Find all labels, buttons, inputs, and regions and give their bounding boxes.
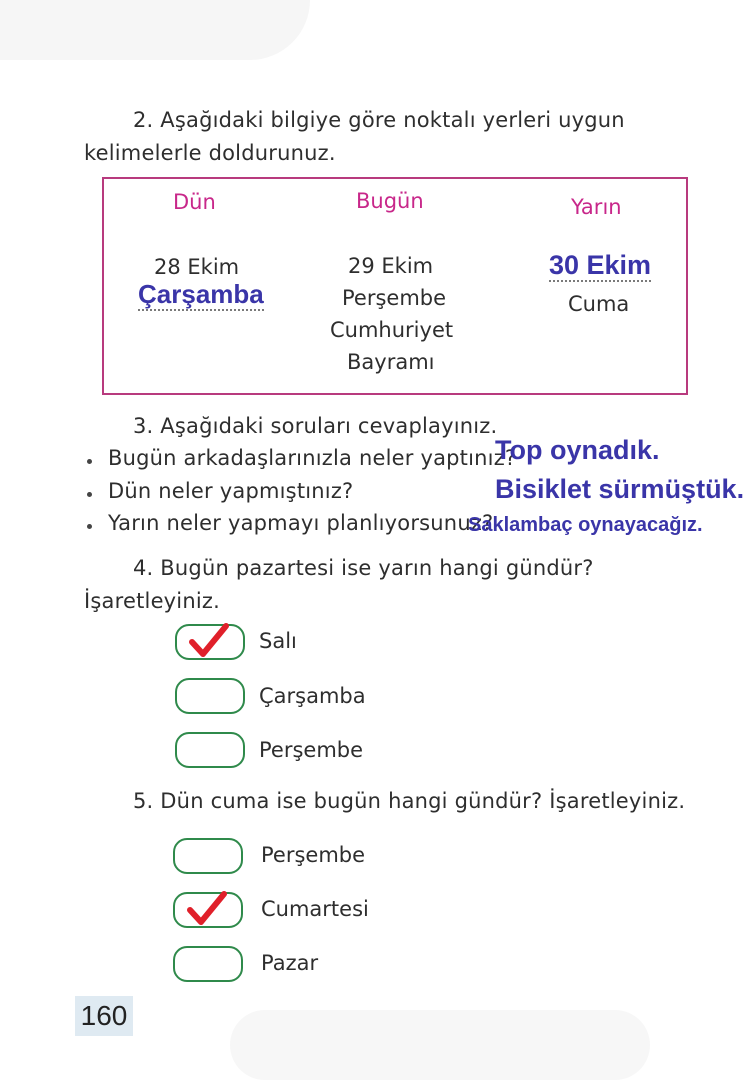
checkmark-icon (187, 622, 231, 662)
heading-bugun: Bugün (356, 189, 424, 213)
q4-option-box-persembe[interactable] (175, 732, 245, 768)
dun-day-answer: Çarşamba (138, 279, 264, 309)
q3-question-2: Dün neler yapmıştınız? (108, 479, 354, 503)
heading-dun: Dün (173, 190, 216, 214)
dun-date: 28 Ekim (154, 255, 240, 279)
q3-question-1: Bugün arkadaşlarınızla neler yaptınız? (108, 446, 517, 470)
q3-title: 3. Aşağıdaki soruları cevaplayınız. (133, 414, 498, 438)
q4-option-label-sali: Salı (259, 629, 297, 653)
bullet (87, 492, 92, 497)
bugun-day: Perşembe (342, 286, 447, 310)
q4-option-box-sali[interactable] (175, 624, 245, 660)
page-number: 160 (75, 996, 133, 1036)
yarin-date-answer: 30 Ekim (549, 250, 652, 280)
yarin-day: Cuma (568, 292, 630, 316)
q3-answer-1: Top oynadık. (495, 435, 660, 465)
q5-option-label-persembe: Perşembe (261, 843, 366, 867)
q4-option-label-carsamba: Çarşamba (259, 684, 366, 708)
q5-line1: 5. Dün cuma ise bugün hangi gündür? İşaretleyiniz. (133, 789, 686, 813)
bugun-extra2: Bayramı (347, 350, 435, 374)
bullet (87, 524, 92, 529)
q5-option-label-cumartesi: Cumartesi (261, 897, 369, 921)
background-shade-bottom (230, 1010, 650, 1080)
bugun-extra1: Cumhuriyet (330, 318, 454, 342)
q3-answer-3: Saklambaç oynayacağız. (468, 514, 703, 536)
q4-line2: İşaretleyiniz. (84, 589, 220, 613)
bullet (87, 459, 92, 464)
background-shade-top (0, 0, 310, 60)
q5-option-label-pazar: Pazar (261, 951, 319, 975)
q4-line1: 4. Bugün pazartesi ise yarın hangi gündür? (133, 556, 594, 580)
q4-option-label-persembe: Perşembe (259, 738, 364, 762)
q2-line1: 2. Aşağıdaki bilgiye göre noktalı yerleri uygun (133, 108, 625, 132)
q3-question-3: Yarın neler yapmayı planlıyorsunuz? (108, 511, 494, 535)
q3-answer-2: Bisiklet sürmüştük. (495, 474, 745, 504)
q4-option-box-carsamba[interactable] (175, 678, 245, 714)
checkmark-icon (185, 890, 229, 930)
q5-option-box-persembe[interactable] (173, 838, 243, 874)
q2-line2: kelimelerle doldurunuz. (84, 141, 336, 165)
heading-yarin: Yarın (571, 195, 622, 219)
bugun-date: 29 Ekim (348, 254, 434, 278)
q5-option-box-pazar[interactable] (173, 946, 243, 982)
q5-option-box-cumartesi[interactable] (173, 892, 243, 928)
